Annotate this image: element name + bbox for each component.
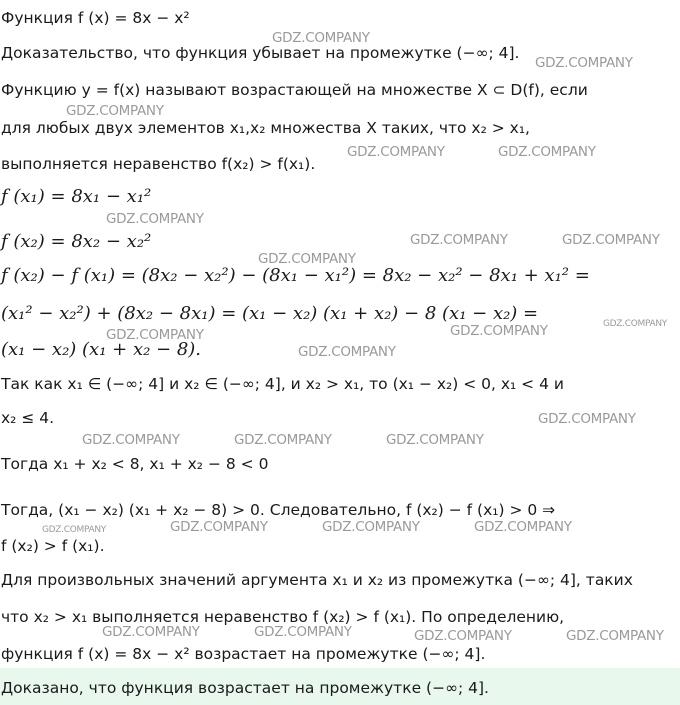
watermark: GDZ.COMPANY [234,432,332,448]
condition-line-2: x₂ ≤ 4. [1,409,55,427]
definition-line-1: Функцию y = f(x) называют возрастающей на множестве X ⊂ D(f), если [1,81,588,99]
condition-line-1: Так как x₁ ∈ (−∞; 4] и x₂ ∈ (−∞; 4], и x₂ > x₁, то (x₁ − x₂) < 0, x₁ < 4 и [1,375,564,393]
watermark: GDZ.COMPANY [603,319,668,329]
definition-line-2: для любых двух элементов x₁,x₂ множества X таких, что x₂ > x₁, [1,119,530,137]
difference-line-3: (x₁ − x₂) (x₁ + x₂ − 8). [1,339,202,360]
watermark: GDZ.COMPANY [102,624,200,640]
difference-line-2: (x₁² − x₂²) + (8x₂ − 8x₁) = (x₁ − x₂) (x₁ + x₂) − 8 (x₁ − x₂) = [1,303,539,324]
watermark: GDZ.COMPANY [254,624,352,640]
task-statement: Доказательство, что функция убывает на промежутке (−∞; 4]. [1,44,520,62]
conclusion-line-1: Для произвольных значений аргумента x₁ и x₂ из промежутка (−∞; 4], таких [1,571,633,589]
difference-line-1: f (x₂) − f (x₁) = (8x₂ − x₂²) − (8x₁ − x₁²) = 8x₂ − x₂² − 8x₁ + x₁² = [1,265,590,286]
watermark: GDZ.COMPANY [106,211,204,227]
formula-f-x1: f (x₁) = 8x₁ − x₁² [1,186,152,207]
watermark: GDZ.COMPANY [566,628,664,644]
watermark: GDZ.COMPANY [66,103,164,119]
result-inequality: f (x₂) > f (x₁). [1,537,105,555]
watermark: GDZ.COMPANY [322,519,420,535]
watermark: GDZ.COMPANY [170,519,268,535]
watermark: GDZ.COMPANY [535,55,633,71]
watermark: GDZ.COMPANY [450,323,548,339]
watermark: GDZ.COMPANY [272,30,370,46]
function-statement: Функция f (x) = 8x − x² [1,9,190,27]
watermark: GDZ.COMPANY [82,432,180,448]
watermark: GDZ.COMPANY [410,232,508,248]
watermark: GDZ.COMPANY [474,519,572,535]
final-statement: Доказано, что функция возрастает на промежутке (−∞; 4]. [1,679,489,697]
formula-f-x2: f (x₂) = 8x₂ − x₂² [1,231,152,252]
watermark: GDZ.COMPANY [106,327,204,343]
watermark: GDZ.COMPANY [562,232,660,248]
watermark: GDZ.COMPANY [498,144,596,160]
watermark: GDZ.COMPANY [414,628,512,644]
product-inequality: Тогда, (x₁ − x₂) (x₁ + x₂ − 8) > 0. Следовательно, f (x₂) − f (x₁) > 0 ⇒ [1,501,556,519]
conclusion-line-3: функция f (x) = 8x − x² возрастает на промежутке (−∞; 4]. [1,645,486,663]
watermark: GDZ.COMPANY [347,144,445,160]
watermark: GDZ.COMPANY [42,525,107,535]
sum-inequality: Тогда x₁ + x₂ < 8, x₁ + x₂ − 8 < 0 [1,455,269,473]
watermark: GDZ.COMPANY [258,251,356,267]
watermark: GDZ.COMPANY [386,432,484,448]
watermark: GDZ.COMPANY [298,344,396,360]
conclusion-line-2: что x₂ > x₁ выполняется неравенство f (x₂) > f (x₁). По определению, [1,608,565,626]
watermark: GDZ.COMPANY [538,411,636,427]
definition-line-3: выполняется неравенство f(x₂) > f(x₁). [1,155,316,173]
